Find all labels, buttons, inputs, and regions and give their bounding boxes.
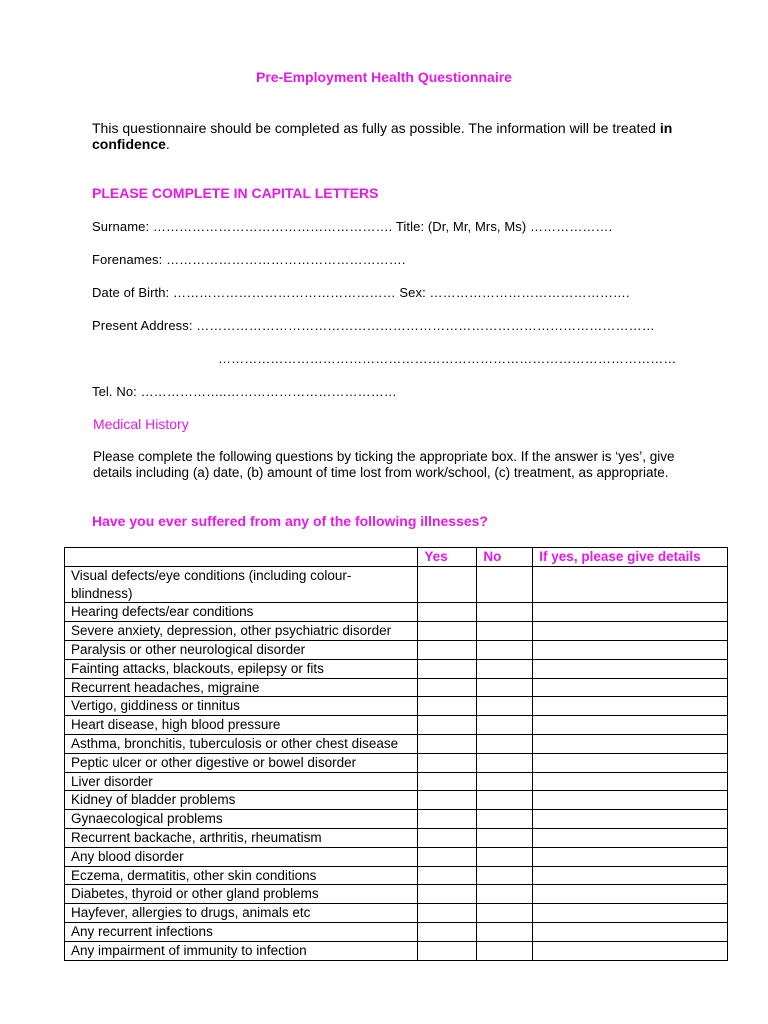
medical-history-heading: Medical History xyxy=(93,416,189,432)
yes-checkbox-cell[interactable] xyxy=(418,716,477,735)
table-row xyxy=(65,941,728,960)
table-row xyxy=(65,734,728,753)
table-row xyxy=(65,622,728,641)
details-cell[interactable] xyxy=(533,772,728,791)
condition-label: Hayfever, allergies to drugs, animals etc xyxy=(65,904,418,923)
forenames-field[interactable]: Forenames: ………………………………………………. xyxy=(92,252,406,267)
condition-label: Gynaecological problems xyxy=(65,810,418,829)
no-checkbox-cell[interactable] xyxy=(477,753,533,772)
table-row xyxy=(65,904,728,923)
condition-label: Hearing defects/ear conditions xyxy=(65,603,418,622)
condition-label: Any blood disorder xyxy=(65,847,418,866)
header-details: If yes, please give details xyxy=(533,548,728,567)
no-checkbox-cell[interactable] xyxy=(477,697,533,716)
yes-checkbox-cell[interactable] xyxy=(418,866,477,885)
details-cell[interactable] xyxy=(533,753,728,772)
condition-label: Diabetes, thyroid or other gland problems xyxy=(65,885,418,904)
table-row xyxy=(65,791,728,810)
header-condition xyxy=(65,548,418,567)
details-cell[interactable] xyxy=(533,659,728,678)
table-row xyxy=(65,885,728,904)
details-cell[interactable] xyxy=(533,904,728,923)
table-row xyxy=(65,828,728,847)
condition-label: Severe anxiety, depression, other psychiatric disorder xyxy=(65,622,418,641)
condition-label: Visual defects/eye conditions (including colour-blindness) xyxy=(65,566,418,603)
no-checkbox-cell[interactable] xyxy=(477,772,533,791)
condition-label: Eczema, dermatitis, other skin conditions xyxy=(65,866,418,885)
illness-table xyxy=(64,547,728,961)
table-row xyxy=(65,697,728,716)
details-cell[interactable] xyxy=(533,941,728,960)
no-checkbox-cell[interactable] xyxy=(477,659,533,678)
table-row xyxy=(65,566,728,603)
table-row xyxy=(65,810,728,829)
yes-checkbox-cell[interactable] xyxy=(418,791,477,810)
table-row xyxy=(65,922,728,941)
header-no: No xyxy=(477,548,533,567)
yes-checkbox-cell[interactable] xyxy=(418,603,477,622)
details-cell[interactable] xyxy=(533,603,728,622)
condition-label: Peptic ulcer or other digestive or bowel disorder xyxy=(65,753,418,772)
no-checkbox-cell[interactable] xyxy=(477,866,533,885)
address-field-line2[interactable]: …………………………………………………………………………………………… xyxy=(218,351,677,366)
table-row xyxy=(65,753,728,772)
details-cell[interactable] xyxy=(533,810,728,829)
no-checkbox-cell[interactable] xyxy=(477,885,533,904)
condition-label: Heart disease, high blood pressure xyxy=(65,716,418,735)
details-cell[interactable] xyxy=(533,866,728,885)
condition-label: Recurrent headaches, migraine xyxy=(65,678,418,697)
table-row xyxy=(65,866,728,885)
no-checkbox-cell[interactable] xyxy=(477,922,533,941)
no-checkbox-cell[interactable] xyxy=(477,904,533,923)
details-cell[interactable] xyxy=(533,847,728,866)
details-cell[interactable] xyxy=(533,566,728,603)
details-cell[interactable] xyxy=(533,922,728,941)
condition-label: Kidney of bladder problems xyxy=(65,791,418,810)
no-checkbox-cell[interactable] xyxy=(477,603,533,622)
intro-end: . xyxy=(165,136,170,152)
details-cell[interactable] xyxy=(533,791,728,810)
details-cell[interactable] xyxy=(533,640,728,659)
table-row xyxy=(65,847,728,866)
no-checkbox-cell[interactable] xyxy=(477,810,533,829)
table-row xyxy=(65,640,728,659)
yes-checkbox-cell[interactable] xyxy=(418,847,477,866)
no-checkbox-cell[interactable] xyxy=(477,941,533,960)
details-cell[interactable] xyxy=(533,716,728,735)
yes-checkbox-cell[interactable] xyxy=(418,622,477,641)
condition-label: Vertigo, giddiness or tinnitus xyxy=(65,697,418,716)
details-cell[interactable] xyxy=(533,697,728,716)
condition-label: Liver disorder xyxy=(65,772,418,791)
illness-question: Have you ever suffered from any of the following illnesses? xyxy=(92,513,488,529)
tel-field[interactable]: Tel. No: ………………..………………………………… xyxy=(92,384,397,399)
table-header-row xyxy=(65,548,728,567)
condition-label: Any impairment of immunity to infection xyxy=(65,941,418,960)
no-checkbox-cell[interactable] xyxy=(477,791,533,810)
surname-title-field[interactable]: Surname: ………………………………………………. Title: (Dr, Mr, Mrs, Ms) ………………. xyxy=(92,219,613,234)
no-checkbox-cell[interactable] xyxy=(477,640,533,659)
no-checkbox-cell[interactable] xyxy=(477,716,533,735)
yes-checkbox-cell[interactable] xyxy=(418,734,477,753)
table-row xyxy=(65,659,728,678)
no-checkbox-cell[interactable] xyxy=(477,847,533,866)
details-cell[interactable] xyxy=(533,885,728,904)
condition-label: Any recurrent infections xyxy=(65,922,418,941)
condition-label: Recurrent backache, arthritis, rheumatism xyxy=(65,828,418,847)
condition-label: Fainting attacks, blackouts, epilepsy or fits xyxy=(65,659,418,678)
capital-letters-notice: PLEASE COMPLETE IN CAPITAL LETTERS xyxy=(92,185,379,201)
no-checkbox-cell[interactable] xyxy=(477,678,533,697)
intro-bold: in confidence xyxy=(92,120,673,152)
no-checkbox-cell[interactable] xyxy=(477,828,533,847)
table-row xyxy=(65,678,728,697)
details-cell[interactable] xyxy=(533,622,728,641)
yes-checkbox-cell[interactable] xyxy=(418,941,477,960)
condition-label: Paralysis or other neurological disorder xyxy=(65,640,418,659)
table-row xyxy=(65,716,728,735)
yes-checkbox-cell[interactable] xyxy=(418,659,477,678)
details-cell[interactable] xyxy=(533,828,728,847)
yes-checkbox-cell[interactable] xyxy=(418,922,477,941)
yes-checkbox-cell[interactable] xyxy=(418,678,477,697)
intro-paragraph xyxy=(92,120,692,152)
instructions-paragraph: Please complete the following questions by ticking the appropriate box. If the answer is ‘yes’, give details including (a) date, (b) amount of time lost from work/school, (c) treatment, as appropriate. xyxy=(93,449,675,480)
yes-checkbox-cell[interactable] xyxy=(418,885,477,904)
yes-checkbox-cell[interactable] xyxy=(418,904,477,923)
yes-checkbox-cell[interactable] xyxy=(418,810,477,829)
condition-label: Asthma, bronchitis, tuberculosis or other chest disease xyxy=(65,734,418,753)
yes-checkbox-cell[interactable] xyxy=(418,697,477,716)
yes-checkbox-cell[interactable] xyxy=(418,772,477,791)
yes-checkbox-cell[interactable] xyxy=(418,828,477,847)
table-row xyxy=(65,603,728,622)
details-cell[interactable] xyxy=(533,678,728,697)
yes-checkbox-cell[interactable] xyxy=(418,753,477,772)
yes-checkbox-cell[interactable] xyxy=(418,566,477,603)
table-row xyxy=(65,772,728,791)
yes-checkbox-cell[interactable] xyxy=(418,640,477,659)
details-cell[interactable] xyxy=(533,734,728,753)
no-checkbox-cell[interactable] xyxy=(477,734,533,753)
address-field-line1[interactable]: Present Address: …………………………………………………………………………………………… xyxy=(92,318,655,333)
no-checkbox-cell[interactable] xyxy=(477,622,533,641)
dob-sex-field[interactable]: Date of Birth: …………………………………………… Sex: ………………………………………. xyxy=(92,285,630,300)
intro-text: This questionnaire should be completed as fully as possible. The information will be treated xyxy=(92,120,660,136)
page-title: Pre-Employment Health Questionnaire xyxy=(256,69,512,85)
no-checkbox-cell[interactable] xyxy=(477,566,533,603)
header-yes: Yes xyxy=(418,548,477,567)
